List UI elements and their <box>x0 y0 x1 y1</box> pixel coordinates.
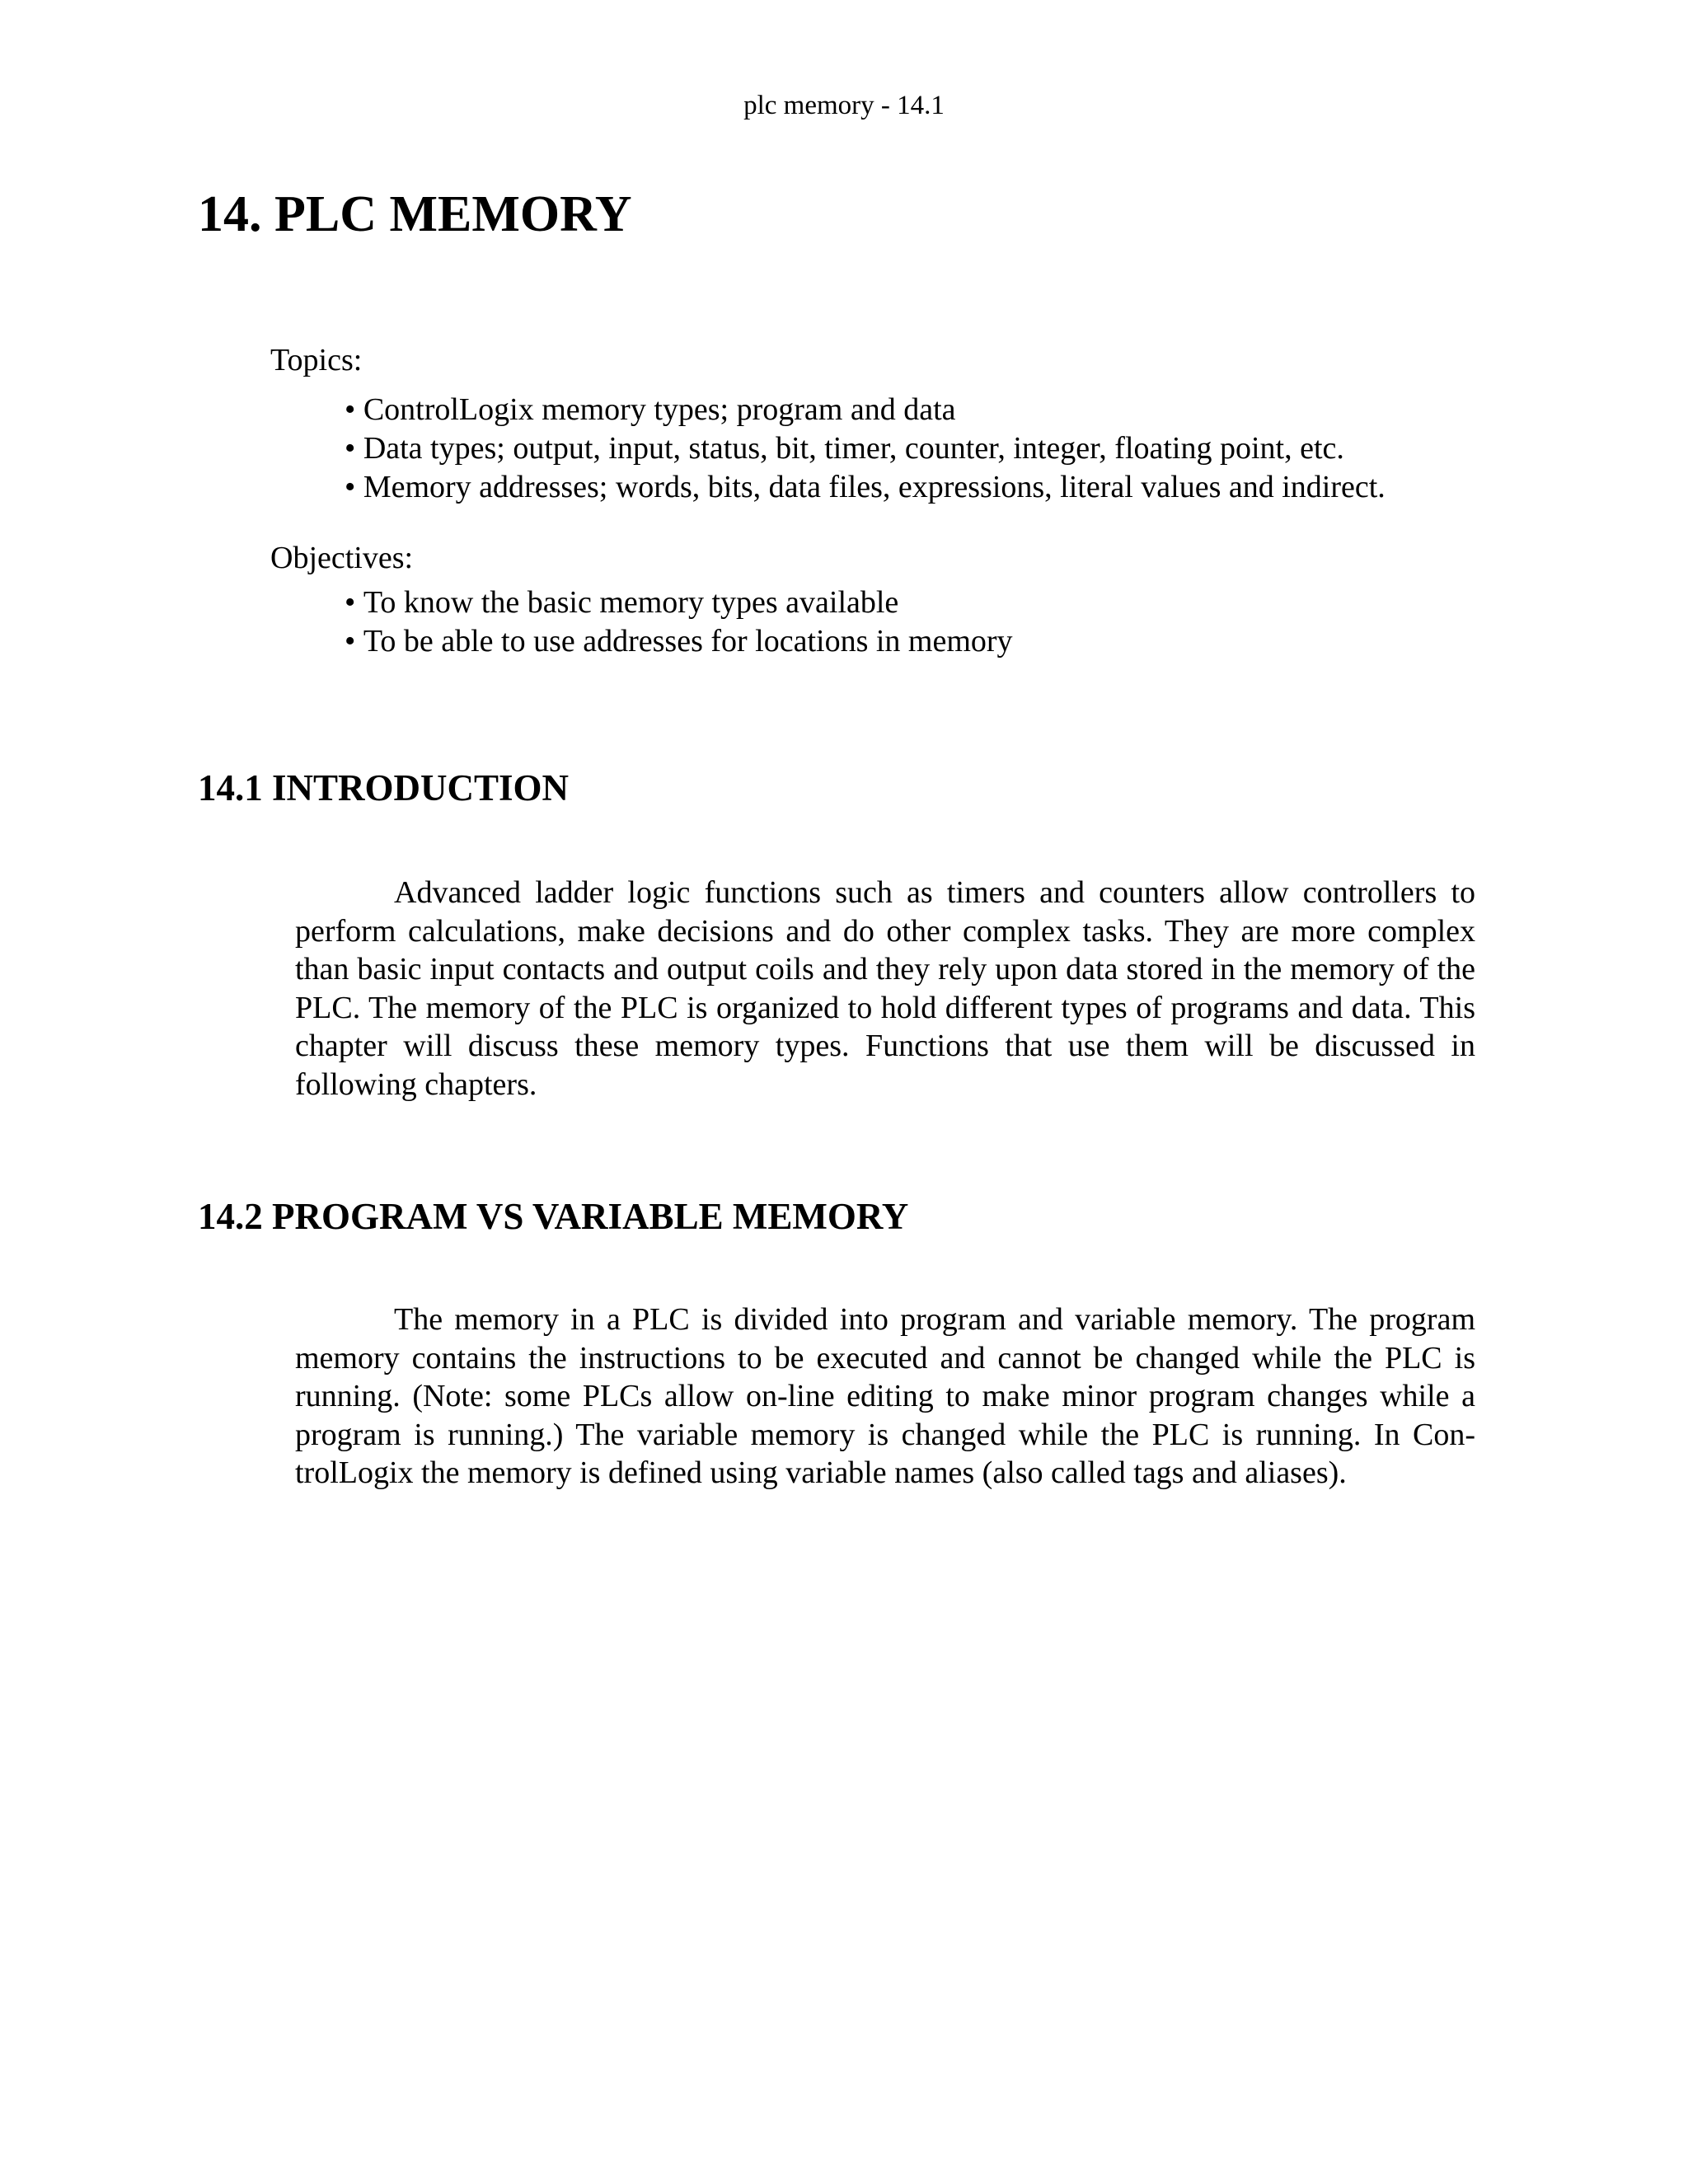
chapter-title: 14. PLC MEMORY <box>198 186 632 242</box>
topic-item: • Data types; output, input, status, bit, timer, counter, integer, floating point, etc. <box>345 429 1386 468</box>
topic-item: • Memory addresses; words, bits, data files, expressions, literal values and indirect. <box>345 468 1386 507</box>
running-header: plc memory - 14.1 <box>743 91 945 120</box>
topics-label: Topics: <box>270 343 363 377</box>
objective-item: • To know the basic memory types available <box>345 583 1013 622</box>
section-heading-program-vs-variable-memory: 14.2 PROGRAM VS VARIABLE MEMORY <box>198 1196 909 1237</box>
objective-item: • To be able to use addresses for locations in memory <box>345 622 1013 661</box>
section-heading-introduction: 14.1 INTRODUCTION <box>198 767 570 808</box>
introduction-paragraph: Advanced ladder logic functions such as timers and counters allow controllers to perform calculations, make decisions and do other complex tasks. They are more complex than basic input contacts and output coils and they rely upon data stored in the memory of the PLC. The memory of the PLC is organized to hold different types of programs and data. This chapter will discuss these memory types. Functions that use them will be discussed in following chapters. <box>295 875 1475 1102</box>
objectives-list <box>345 583 1013 661</box>
topics-list <box>345 391 1386 507</box>
topic-item: • ControlLogix memory types; program and data <box>345 391 1386 429</box>
objectives-label: Objectives: <box>270 541 414 575</box>
program-vs-variable-memory-paragraph: The memory in a PLC is divided into program and variable memory. The program memory contains the instructions to be executed and cannot be changed while the PLC is running. (Note: some PLCs allow on-line editing to make minor program changes while a program is running.) The variable memory is changed while the PLC is running. In ControlLogix the memory is defined using variable names (also called tags and aliases). <box>295 1302 1475 1490</box>
